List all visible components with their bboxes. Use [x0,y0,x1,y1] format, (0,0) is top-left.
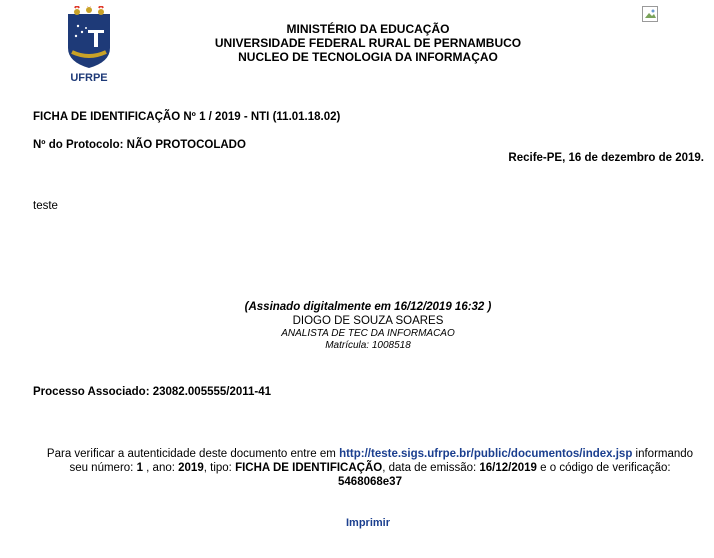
verify-type: FICHA DE IDENTIFICAÇÃO [235,462,383,474]
ministry-name: MINISTÉRIO DA EDUCAÇÃO [286,22,450,36]
verify-intro: Para verificar a autenticidade deste documento entre em [46,448,340,460]
logo-text: UFRPE [70,72,108,84]
verify-text: e o código de verificação: [536,462,671,474]
print-area [0,517,714,529]
verify-number: 1 [136,462,143,474]
department-name: NUCLEO DE TECNOLOGIA DA INFORMAÇAO [238,50,498,64]
protocol-number: Nº do Protocolo: NÃO PROTOCOLADO [33,139,246,151]
verify-date: 16/12/2019 [479,462,537,474]
signature-block [0,300,714,352]
document-title [33,111,340,123]
document-date: Recife-PE, 16 de dezembro de 2019. [508,152,704,164]
signer-role: ANALISTA DE TEC DA INFORMACAO [281,328,455,339]
verify-text: , tipo: [203,462,236,474]
verification-notice [40,447,700,489]
verify-code: 5468068e37 [338,476,402,488]
verify-link[interactable]: http://teste.sigs.ufrpe.br/public/documentos/index.jsp [339,448,633,460]
verify-text: , data de emissão: [382,462,480,474]
title-number: 1 [199,111,206,123]
document-header [0,22,714,64]
signed-digitally: (Assinado digitalmente em 16/12/2019 16:32 ) [244,301,492,313]
print-link[interactable]: Imprimir [345,517,390,529]
signer-name: DIOGO DE SOUZA SOARES [292,315,444,327]
title-suffix: / 2019 - NTI (11.01.18.02) [205,111,341,123]
verify-year: 2019 [178,462,204,474]
title-prefix: FICHA DE IDENTIFICAÇÃO Nº [33,111,200,123]
university-name: UNIVERSIDADE FEDERAL RURAL DE PERNAMBUCO [214,36,522,50]
verify-text: , ano: [142,462,179,474]
associated-process: Processo Associado: 23082.005555/2011-41 [33,386,272,398]
signer-matricula: Matrícula: 1008518 [325,340,411,351]
verify-text: informando seu número: [69,448,694,474]
document-body: teste [33,200,58,212]
